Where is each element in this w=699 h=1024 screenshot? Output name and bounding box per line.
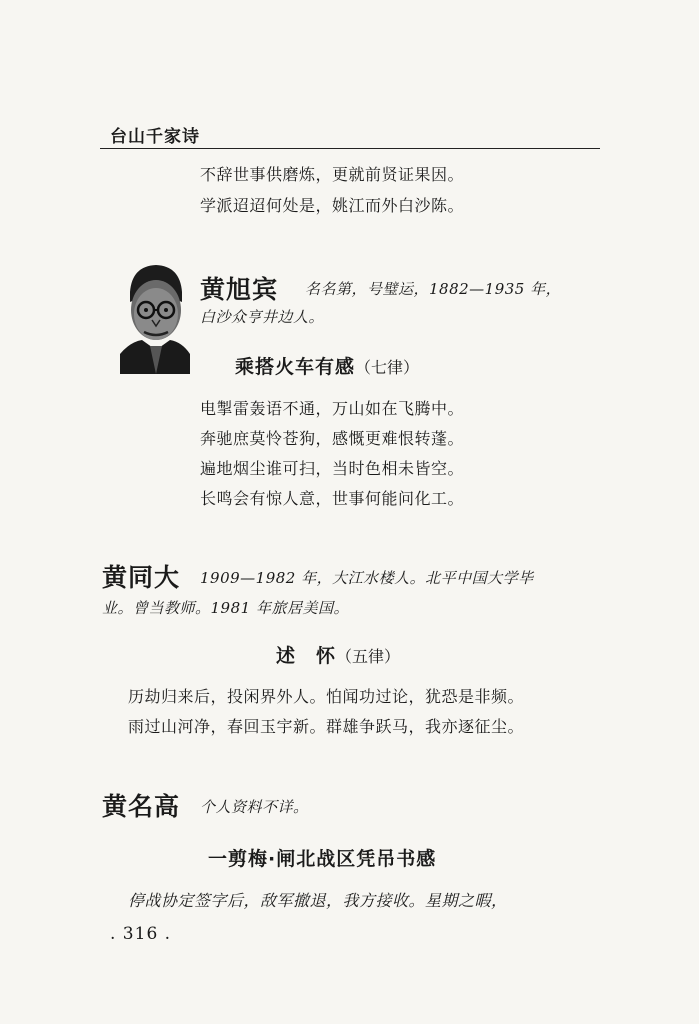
poem-line: 奔驰庶莫怜苍狗，感慨更难恨转蓬。 [200, 429, 465, 448]
poem-form: （五律） [336, 647, 401, 666]
running-header: 台山千家诗 [110, 127, 200, 147]
poem-line: 不辞世事供磨炼，更就前贤证果因。 [200, 165, 465, 184]
poet-bio: 名名第，号璧运，1882—1935 年， [305, 280, 562, 298]
poet-bio: 个人资料不详。 [200, 798, 309, 816]
poem-title [208, 844, 436, 871]
poem-line: 遍地烟尘谁可扫，当时色相未皆空。 [200, 459, 465, 478]
poet-name: 黄同大 [102, 563, 181, 592]
page-number: . 316 . [110, 924, 172, 944]
poem-title [276, 641, 400, 668]
poet-name: 黄名高 [102, 792, 181, 821]
poem-title [235, 352, 419, 379]
poem-title-text: 乘搭火车有感 [235, 356, 356, 378]
header-rule [100, 148, 600, 149]
poem-preface: 停战协定签字后，敌军撤退，我方接收。星期之暇， [128, 891, 508, 910]
poem-line: 电掣雷轰语不通，万山如在飞腾中。 [200, 399, 465, 418]
poet-bio: 1909—1982 年，大江水楼人。北平中国大学毕 [200, 569, 534, 587]
poem-line: 学派迢迢何处是，姚江而外白沙陈。 [200, 196, 465, 215]
poem-title-text: 述 怀 [276, 645, 337, 667]
poet-bio: 业。曾当教师。1981 年旅居美国。 [102, 599, 349, 617]
poem-line: 历劫归来后，投闲界外人。怕闻功过论，犹恐是非频。 [128, 687, 525, 706]
poem-line: 长鸣会有惊人意，世事何能问化工。 [200, 489, 465, 508]
poet-name: 黄旭宾 [200, 275, 279, 304]
poet-bio: 白沙众亨井边人。 [200, 308, 325, 326]
poet-portrait [120, 262, 190, 374]
poem-line: 雨过山河净，春回玉宇新。群雄争跃马，我亦逐征尘。 [128, 717, 525, 736]
poem-title-text: 一剪梅·闸北战区凭吊书感 [208, 848, 437, 870]
poem-form: （七律） [355, 358, 420, 377]
